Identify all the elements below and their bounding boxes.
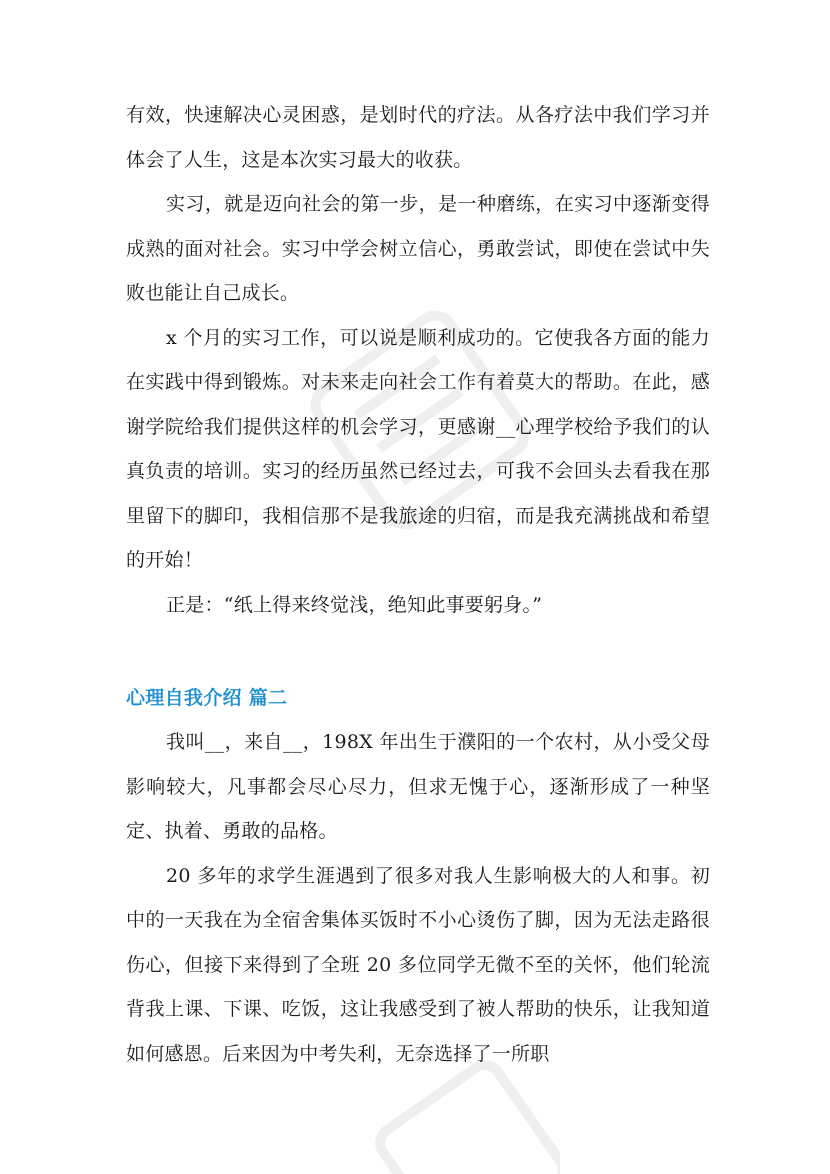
paragraph-continued: 有效，快速解决心灵困惑，是划时代的疗法。从各疗法中我们学习并体会了人生，这是本次实习最大的收获。 bbox=[126, 104, 710, 171]
section-2 bbox=[126, 720, 710, 1076]
document-page bbox=[126, 0, 710, 1174]
paragraph-self-intro: 我叫__，来自__，198X 年出生于濮阳的一个农村，从小受父母影响较大，凡事都会尽心尽力，但求无愧于心，逐渐形成了一种坚定、执着、勇敢的品格。 bbox=[126, 731, 710, 842]
paragraph-internship-first-step: 实习，就是迈向社会的第一步，是一种磨练，在实习中逐渐变得成熟的面对社会。实习中学会树立信心，勇敢尝试，即使在尝试中失败也能让自己成长。 bbox=[126, 193, 710, 304]
section-heading: 心理自我介绍 篇二 bbox=[126, 687, 288, 709]
paragraph-quote: 正是：“纸上得来终觉浅，绝知此事要躬身。” bbox=[166, 593, 543, 616]
section-1 bbox=[126, 93, 710, 627]
paragraph-internship-summary: x 个月的实习工作，可以说是顺利成功的。它使我各方面的能力在实践中得到锻炼。对未来走向社会工作有着莫大的帮助。在此，感谢学院给我们提供这样的机会学习，更感谢__心理学校给予我们的认真负责的培训。实习的经历虽然已经过去，可我不会回头去看我在那里留下的脚印，我相信那不是我旅途的归宿，而是我充满挑战和希望的开始！ bbox=[126, 326, 710, 571]
paragraph-study-experience: 20 多年的求学生涯遇到了很多对我人生影响极大的人和事。初中的一天我在为全宿舍集体买饭时不小心烫伤了脚，因为无法走路很伤心，但接下来得到了全班 20 多位同学无微不至的关怀，他们轮流背我上课、下课、吃饭，这让我感受到了被人帮助的快乐，让我知道如何感恩。后来因为中考失利，无奈选择了一所职 bbox=[126, 864, 710, 1065]
